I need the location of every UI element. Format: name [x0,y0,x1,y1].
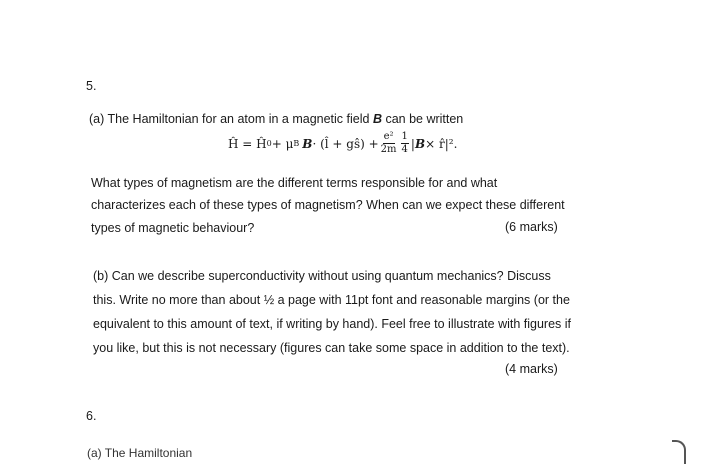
hamiltonian-equation [228,132,457,155]
question-number-6: 6. [86,409,97,423]
question-6-partial-line: (a) The Hamiltonian [87,446,193,460]
page-curl-mark [672,440,686,464]
field-symbol-b: B [372,112,382,126]
eq-sub-b: B [293,139,300,148]
part-b-line-1: (b) Can we describe superconductivity without using quantum mechanics? Discuss [93,269,551,283]
eq-frac1-num: e² [383,131,394,142]
eq-mid: · (l̂ + gŝ) + [312,136,379,151]
eq-frac2-num: 1 [401,131,408,142]
part-b-line-2: this. Write no more than about ½ a page with 11pt font and reasonable margins (or the [93,293,570,307]
part-a-marks: (6 marks) [505,220,558,234]
part-b-marks: (4 marks) [505,362,558,376]
eq-plus-mu: + μ [271,136,294,151]
part-a-line-2: characterizes each of these types of magnetism? When can we expect these different [91,198,565,212]
part-b-line-4: you like, but this is not necessary (figures can take some space in addition to the text). [93,341,570,355]
part-a-intro-suffix: can be written [381,112,464,126]
eq-fraction-e2-2m [381,132,397,155]
eq-field-b1: B [302,136,313,151]
eq-tail: × r̂|². [425,136,458,151]
part-b-line-3: equivalent to this amount of text, if writing by hand). Feel free to illustrate with figures if [93,317,572,331]
eq-sub-0: 0 [266,139,272,148]
eq-lhs: Ĥ = Ĥ [228,136,267,151]
part-a-line-3: types of magnetic behaviour? [91,221,255,235]
part-a-intro-prefix: (a) The Hamiltonian for an atom in a magnetic field [89,112,373,126]
part-a-line-1: What types of magnetism are the different terms responsible for and what [91,176,498,190]
question-number-5: 5. [86,79,97,93]
part-a-intro [89,111,463,127]
eq-field-b2: B [414,136,426,151]
eq-frac1-den: 2m [380,144,397,155]
eq-frac2-den: 4 [401,144,408,155]
eq-abs-open: | [410,136,415,151]
eq-fraction-1-4 [401,132,409,155]
